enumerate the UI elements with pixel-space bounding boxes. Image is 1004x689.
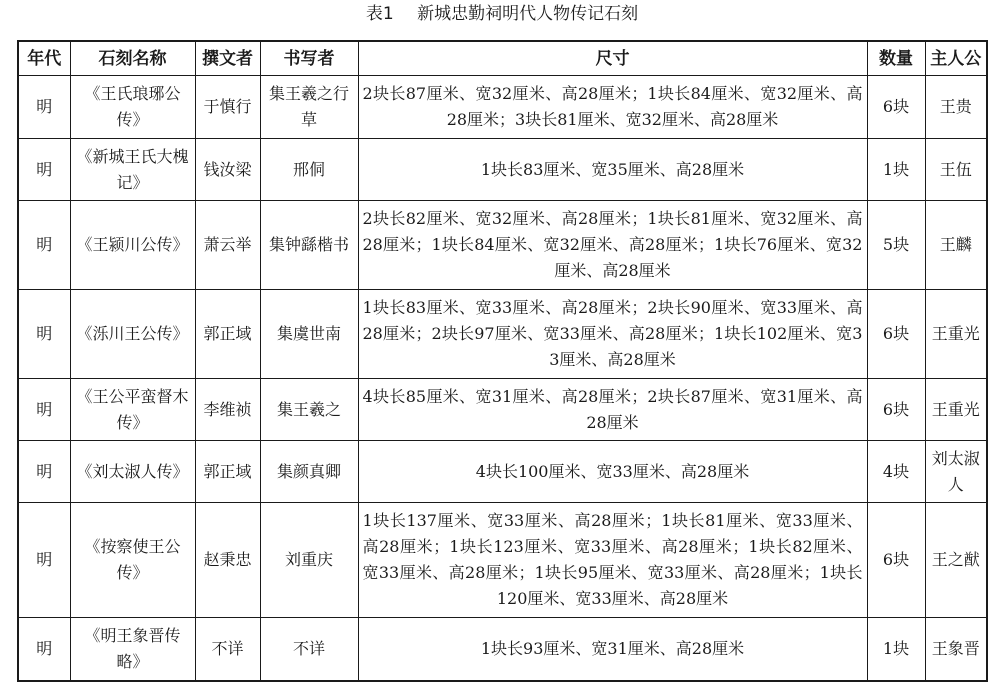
cell-inscription-name: 《王颍川公传》 (70, 201, 195, 290)
header-size: 尺寸 (358, 41, 867, 76)
cell-author: 郭正域 (195, 290, 260, 379)
cell-author: 钱汝梁 (195, 139, 260, 201)
cell-author: 不详 (195, 618, 260, 681)
table-caption (0, 0, 1004, 28)
cell-era: 明 (18, 139, 70, 201)
cell-era: 明 (18, 76, 70, 139)
cell-author: 郭正域 (195, 441, 260, 503)
cell-calligrapher: 集虞世南 (260, 290, 358, 379)
cell-era: 明 (18, 503, 70, 618)
caption-title: 新城忠勤祠明代人物传记石刻 (417, 4, 639, 24)
cell-author: 萧云举 (195, 201, 260, 290)
cell-era: 明 (18, 618, 70, 681)
header-quantity: 数量 (867, 41, 925, 76)
cell-size: 1块长137厘米、宽33厘米、高28厘米；1块长81厘米、宽33厘米、高28厘米；1块长123厘米、宽33厘米、高28厘米；1块长82厘米、宽33厘米、高28厘米；1块长95厘米、宽33厘米、高28厘米；1块长120厘米、宽33厘米、高28厘米 (358, 503, 867, 618)
header-row (18, 41, 987, 76)
cell-size: 2块长82厘米、宽32厘米、高28厘米；1块长81厘米、宽32厘米、高28厘米；1块长84厘米、宽32厘米、高28厘米；1块长76厘米、宽32厘米、高28厘米 (358, 201, 867, 290)
cell-quantity: 5块 (867, 201, 925, 290)
cell-subject: 刘太淑人 (925, 441, 987, 503)
cell-subject: 王麟 (925, 201, 987, 290)
cell-subject: 王重光 (925, 290, 987, 379)
header-inscription-name: 石刻名称 (70, 41, 195, 76)
table-row (18, 139, 987, 201)
cell-inscription-name: 《明王象晋传略》 (70, 618, 195, 681)
cell-size: 1块长93厘米、宽31厘米、高28厘米 (358, 618, 867, 681)
table-row (18, 441, 987, 503)
cell-subject: 王象晋 (925, 618, 987, 681)
stone-inscription-table (17, 40, 988, 682)
table-row (18, 618, 987, 681)
cell-quantity: 6块 (867, 76, 925, 139)
cell-size: 1块长83厘米、宽33厘米、高28厘米；2块长90厘米、宽33厘米、高28厘米；2块长97厘米、宽33厘米、高28厘米；1块长102厘米、宽33厘米、高28厘米 (358, 290, 867, 379)
cell-quantity: 6块 (867, 290, 925, 379)
cell-inscription-name: 《新城王氏大槐记》 (70, 139, 195, 201)
cell-subject: 王之猷 (925, 503, 987, 618)
cell-era: 明 (18, 379, 70, 441)
cell-quantity: 6块 (867, 379, 925, 441)
header-era: 年代 (18, 41, 70, 76)
cell-size: 4块长100厘米、宽33厘米、高28厘米 (358, 441, 867, 503)
cell-calligrapher: 邢侗 (260, 139, 358, 201)
table-row (18, 201, 987, 290)
cell-calligrapher: 集王羲之行草 (260, 76, 358, 139)
cell-subject: 王贵 (925, 76, 987, 139)
cell-inscription-name: 《泺川王公传》 (70, 290, 195, 379)
table-row (18, 503, 987, 618)
cell-calligrapher: 集钟繇楷书 (260, 201, 358, 290)
header-subject: 主人公 (925, 41, 987, 76)
cell-era: 明 (18, 441, 70, 503)
cell-inscription-name: 《王氏琅琊公传》 (70, 76, 195, 139)
cell-author: 于慎行 (195, 76, 260, 139)
cell-calligrapher: 不详 (260, 618, 358, 681)
cell-quantity: 1块 (867, 139, 925, 201)
cell-size: 4块长85厘米、宽31厘米、高28厘米；2块长87厘米、宽31厘米、高28厘米 (358, 379, 867, 441)
cell-quantity: 6块 (867, 503, 925, 618)
cell-size: 2块长87厘米、宽32厘米、高28厘米；1块长84厘米、宽32厘米、高28厘米；3块长81厘米、宽32厘米、高28厘米 (358, 76, 867, 139)
cell-calligrapher: 集颜真卿 (260, 441, 358, 503)
cell-calligrapher: 集王羲之 (260, 379, 358, 441)
cell-size: 1块长83厘米、宽35厘米、高28厘米 (358, 139, 867, 201)
cell-era: 明 (18, 290, 70, 379)
cell-subject: 王伍 (925, 139, 987, 201)
cell-inscription-name: 《按察使王公传》 (70, 503, 195, 618)
table-row (18, 379, 987, 441)
cell-quantity: 4块 (867, 441, 925, 503)
table-row (18, 290, 987, 379)
cell-calligrapher: 刘重庆 (260, 503, 358, 618)
cell-subject: 王重光 (925, 379, 987, 441)
caption-number: 表1 (365, 4, 394, 24)
cell-inscription-name: 《刘太淑人传》 (70, 441, 195, 503)
header-author: 撰文者 (195, 41, 260, 76)
cell-era: 明 (18, 201, 70, 290)
cell-inscription-name: 《王公平蛮督木传》 (70, 379, 195, 441)
cell-author: 赵秉忠 (195, 503, 260, 618)
cell-quantity: 1块 (867, 618, 925, 681)
table-row (18, 76, 987, 139)
header-calligrapher: 书写者 (260, 41, 358, 76)
cell-author: 李维祯 (195, 379, 260, 441)
